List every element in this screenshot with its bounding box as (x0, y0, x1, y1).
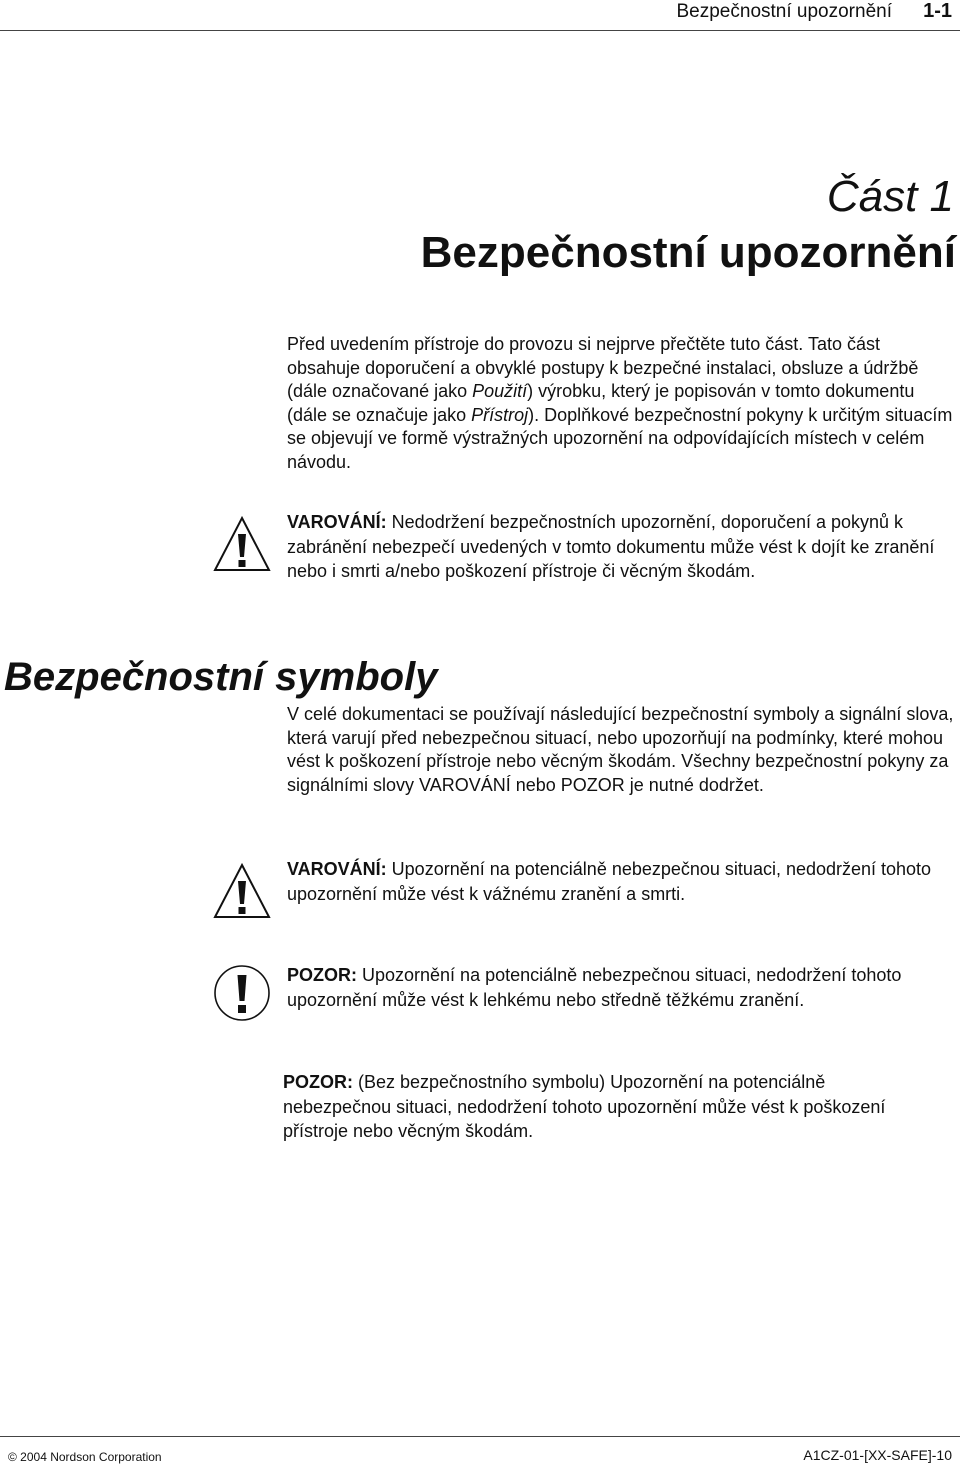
page-footer (0, 1436, 960, 1465)
copyright: © 2004 Nordson Corporation (8, 1450, 162, 1464)
signal-word: VAROVÁNÍ: (287, 512, 387, 532)
emphasis-pouziti: Použití (472, 381, 528, 401)
warning-symbol-text: VAROVÁNÍ: Upozornění na potenciálně nebezpečnou situaci, nedodržení tohoto upozornění může vést k vážnému zranění a smrti. (287, 859, 932, 904)
part-label: Část 1 (826, 172, 954, 221)
signal-word: VAROVÁNÍ: (287, 859, 387, 879)
intro-paragraph: Před uvedením přístroje do provozu si nejprve přečtěte tuto část. Tato část obsahuje doporučení a obvyklé postupy k bezpečné instalaci, obsluze a údržbě (dále označované jako Použití) výrobku, který je popisován v tomto dokumentu (dále se označuje jako Přístroj). Doplňkové bezpečnostní pokyny k určitým situacím se objevují ve formě výstražných upozornění na odpovídajících místech v celém návodu. (287, 334, 953, 472)
signal-word: POZOR: (287, 965, 357, 985)
section-heading: Bezpečnostní symboly (4, 655, 438, 699)
header-title: Bezpečnostní upozornění (676, 1, 892, 22)
signal-word: POZOR: (283, 1072, 353, 1092)
emphasis-pristroj: Přístroj (471, 404, 529, 425)
section-paragraph: V celé dokumentaci se používají následující bezpečnostní symboly a signální slova, která varují před nebezpečnou situací, nebo upozorňují na podmínky, které mohou vést k poškození přístroje nebo věcným škodám. Všechny bezpečnostní pokyny za signálními slovy VAROVÁNÍ nebo POZOR je nutné dodržet. (287, 704, 954, 795)
footer-rule (0, 1436, 960, 1437)
warning-triangle-icon (212, 861, 272, 921)
caution-circle-icon (212, 963, 272, 1023)
page-number: 1-1 (923, 0, 952, 22)
document-code: A1CZ-01-[XX-SAFE]-10 (803, 1447, 952, 1463)
page-header (0, 0, 960, 30)
caution-plain-text: POZOR: (Bez bezpečnostního symbolu) Upozornění na potenciálně nebezpečnou situaci, nedodržení tohoto upozornění může vést k poškození přístroje nebo věcným škodám. (283, 1072, 886, 1141)
warning-triangle-icon (212, 514, 272, 574)
part-title: Bezpečnostní upozornění (420, 228, 956, 277)
header-rule (0, 30, 960, 31)
caution-symbol-text: POZOR: Upozornění na potenciálně nebezpečnou situaci, nedodržení tohoto upozornění může vést k lehkému nebo středně těžkému zranění. (287, 965, 902, 1010)
warning-main-text: VAROVÁNÍ: Nedodržení bezpečnostních upozornění, doporučení a pokynů k zabránění nebezpečí uvedených v tomto dokumentu může vést k dojít ke zranění nebo i smrti a/nebo poškození přístroje či věcným škodám. (287, 512, 935, 581)
